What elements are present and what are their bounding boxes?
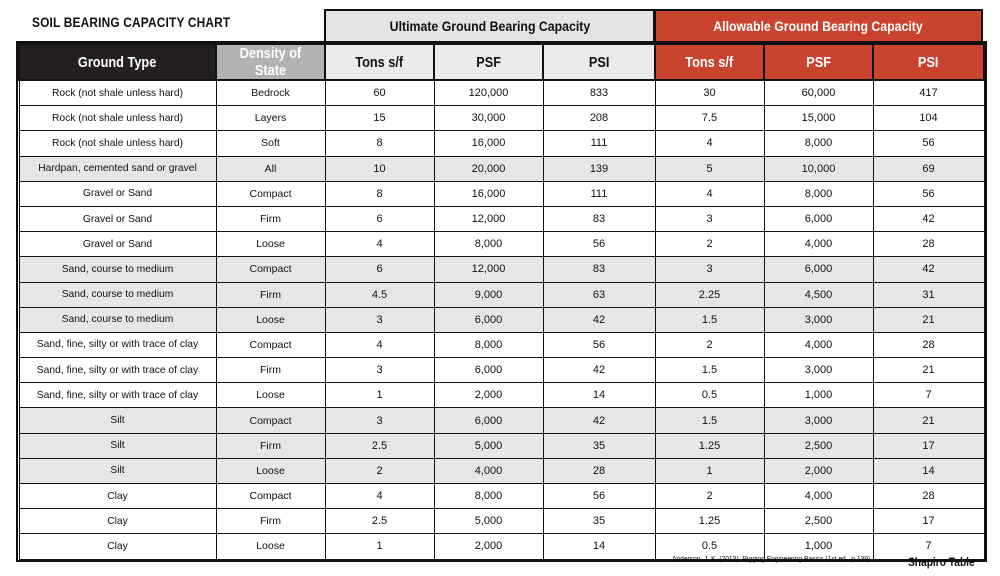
cell-allowable-psi: 42: [873, 206, 984, 231]
cell-allowable-psi: 14: [873, 458, 984, 483]
header-allowable-tons: Tons s/f: [655, 44, 764, 80]
cell-ultimate-psf: 5,000: [434, 433, 543, 458]
cell-ultimate-psf: 6,000: [434, 358, 543, 383]
cell-allowable-tons: 4: [655, 181, 764, 206]
table-row: [19, 181, 984, 206]
table-row: [19, 509, 984, 534]
cell-ultimate-tons: 8: [325, 181, 434, 206]
cell-allowable-psf: 3,000: [764, 358, 873, 383]
table-row: [19, 257, 984, 282]
brand-label: Shapiro Table: [908, 555, 975, 569]
cell-allowable-psi: 69: [873, 156, 984, 181]
cell-ultimate-tons: 8: [325, 131, 434, 156]
cell-allowable-psi: 7: [873, 534, 984, 559]
cell-allowable-psi: 7: [873, 383, 984, 408]
cell-ground-type: Clay: [19, 484, 216, 509]
cell-ground-type: Gravel or Sand: [19, 232, 216, 257]
cell-allowable-psi: 21: [873, 307, 984, 332]
cell-ultimate-tons: 2: [325, 458, 434, 483]
cell-allowable-psf: 3,000: [764, 408, 873, 433]
cell-allowable-psf: 6,000: [764, 206, 873, 231]
cell-ground-type: Sand, fine, silty or with trace of clay: [19, 358, 216, 383]
cell-allowable-psf: 15,000: [764, 106, 873, 131]
cell-allowable-psf: 1,000: [764, 534, 873, 559]
allowable-capacity-label: Allowable Ground Bearing Capacity: [713, 18, 924, 34]
cell-allowable-psi: 104: [873, 106, 984, 131]
table-row: [19, 131, 984, 156]
cell-allowable-psi: 17: [873, 509, 984, 534]
header-ultimate-tons: Tons s/f: [325, 44, 434, 80]
chart-title: SOIL BEARING CAPACITY CHART: [32, 14, 231, 30]
cell-ultimate-psf: 9,000: [434, 282, 543, 307]
cell-ultimate-psi: 42: [543, 408, 655, 433]
cell-ultimate-psi: 42: [543, 358, 655, 383]
cell-allowable-psi: 28: [873, 232, 984, 257]
cell-allowable-psf: 4,500: [764, 282, 873, 307]
cell-ultimate-tons: 2.5: [325, 509, 434, 534]
cell-allowable-tons: 4: [655, 131, 764, 156]
cell-allowable-psi: 21: [873, 358, 984, 383]
cell-ultimate-psi: 28: [543, 458, 655, 483]
cell-ground-type: Gravel or Sand: [19, 206, 216, 231]
cell-ultimate-tons: 4: [325, 332, 434, 357]
cell-ultimate-psf: 6,000: [434, 408, 543, 433]
header-allowable-psi: PSI: [873, 44, 984, 80]
cell-allowable-psf: 1,000: [764, 383, 873, 408]
cell-allowable-psf: 6,000: [764, 257, 873, 282]
cell-density: All: [216, 156, 325, 181]
cell-allowable-tons: 1.5: [655, 358, 764, 383]
cell-ultimate-tons: 15: [325, 106, 434, 131]
cell-density: Loose: [216, 307, 325, 332]
cell-density: Firm: [216, 433, 325, 458]
table-row: [19, 358, 984, 383]
cell-ultimate-psf: 16,000: [434, 181, 543, 206]
cell-allowable-psf: 4,000: [764, 332, 873, 357]
cell-ultimate-psi: 833: [543, 80, 655, 106]
header-ultimate-psf: PSF: [434, 44, 543, 80]
cell-ultimate-psi: 139: [543, 156, 655, 181]
cell-ultimate-psf: 8,000: [434, 332, 543, 357]
cell-density: Compact: [216, 484, 325, 509]
cell-ultimate-psi: 42: [543, 307, 655, 332]
cell-ultimate-psi: 56: [543, 232, 655, 257]
cell-ultimate-psi: 208: [543, 106, 655, 131]
cell-ground-type: Silt: [19, 408, 216, 433]
cell-ground-type: Clay: [19, 509, 216, 534]
cell-ultimate-tons: 4.5: [325, 282, 434, 307]
cell-ultimate-psi: 63: [543, 282, 655, 307]
cell-density: Loose: [216, 458, 325, 483]
cell-ground-type: Rock (not shale unless hard): [19, 80, 216, 106]
cell-ultimate-psf: 6,000: [434, 307, 543, 332]
cell-ultimate-tons: 3: [325, 307, 434, 332]
cell-density: Bedrock: [216, 80, 325, 106]
cell-density: Firm: [216, 282, 325, 307]
cell-allowable-tons: 2: [655, 332, 764, 357]
cell-allowable-psf: 4,000: [764, 484, 873, 509]
cell-allowable-tons: 0.5: [655, 383, 764, 408]
header-allowable-psf: PSF: [764, 44, 873, 80]
cell-allowable-psi: 56: [873, 181, 984, 206]
cell-ultimate-psi: 14: [543, 534, 655, 559]
cell-ground-type: Rock (not shale unless hard): [19, 106, 216, 131]
soil-bearing-table: [18, 43, 985, 560]
cell-ultimate-psf: 12,000: [434, 206, 543, 231]
cell-ultimate-psf: 5,000: [434, 509, 543, 534]
cell-ultimate-psf: 30,000: [434, 106, 543, 131]
cell-ground-type: Rock (not shale unless hard): [19, 131, 216, 156]
cell-ultimate-psi: 83: [543, 206, 655, 231]
cell-ground-type: Sand, fine, silty or with trace of clay: [19, 383, 216, 408]
cell-ultimate-psi: 56: [543, 332, 655, 357]
cell-density: Soft: [216, 131, 325, 156]
table-row: [19, 206, 984, 231]
cell-ultimate-psf: 20,000: [434, 156, 543, 181]
cell-ultimate-psi: 111: [543, 131, 655, 156]
cell-allowable-psi: 21: [873, 408, 984, 433]
cell-allowable-tons: 2: [655, 232, 764, 257]
cell-ultimate-tons: 1: [325, 383, 434, 408]
cell-ultimate-psi: 83: [543, 257, 655, 282]
cell-ultimate-psi: 35: [543, 509, 655, 534]
table-row: [19, 80, 984, 106]
cell-ultimate-psf: 8,000: [434, 232, 543, 257]
cell-density: Firm: [216, 358, 325, 383]
header-row: [19, 44, 984, 80]
cell-allowable-psf: 60,000: [764, 80, 873, 106]
cell-allowable-psf: 3,000: [764, 307, 873, 332]
citation: Anderson, J. K. (2013). Rigging Engineering Basics (1st ed., p.139).: [672, 556, 872, 563]
cell-allowable-psf: 2,000: [764, 458, 873, 483]
table-row: [19, 282, 984, 307]
header-ground-type: Ground Type: [19, 44, 216, 80]
cell-ground-type: Gravel or Sand: [19, 181, 216, 206]
cell-ultimate-tons: 6: [325, 206, 434, 231]
table-row: [19, 307, 984, 332]
cell-ultimate-psf: 12,000: [434, 257, 543, 282]
cell-allowable-psi: 42: [873, 257, 984, 282]
cell-density: Loose: [216, 232, 325, 257]
cell-density: Layers: [216, 106, 325, 131]
table-body: [19, 80, 984, 559]
cell-ultimate-psf: 2,000: [434, 383, 543, 408]
cell-allowable-tons: 2.25: [655, 282, 764, 307]
cell-ultimate-psi: 14: [543, 383, 655, 408]
cell-ultimate-psf: 8,000: [434, 484, 543, 509]
cell-ultimate-tons: 6: [325, 257, 434, 282]
table-row: [19, 332, 984, 357]
cell-ultimate-tons: 3: [325, 408, 434, 433]
cell-ultimate-tons: 3: [325, 358, 434, 383]
cell-ultimate-psf: 4,000: [434, 458, 543, 483]
cell-ultimate-psf: 2,000: [434, 534, 543, 559]
cell-allowable-tons: 1: [655, 458, 764, 483]
cell-allowable-psf: 2,500: [764, 509, 873, 534]
cell-allowable-psi: 28: [873, 332, 984, 357]
cell-density: Firm: [216, 509, 325, 534]
cell-allowable-tons: 7.5: [655, 106, 764, 131]
cell-allowable-tons: 2: [655, 484, 764, 509]
cell-ultimate-tons: 2.5: [325, 433, 434, 458]
cell-ground-type: Sand, course to medium: [19, 257, 216, 282]
table-row: [19, 383, 984, 408]
cell-density: Loose: [216, 534, 325, 559]
table-row: [19, 232, 984, 257]
cell-ultimate-tons: 60: [325, 80, 434, 106]
cell-ultimate-tons: 4: [325, 232, 434, 257]
cell-ground-type: Sand, fine, silty or with trace of clay: [19, 332, 216, 357]
cell-ultimate-psf: 120,000: [434, 80, 543, 106]
table-row: [19, 484, 984, 509]
cell-allowable-psi: 417: [873, 80, 984, 106]
cell-ultimate-tons: 10: [325, 156, 434, 181]
cell-ultimate-psf: 16,000: [434, 131, 543, 156]
cell-density: Compact: [216, 181, 325, 206]
table-row: [19, 408, 984, 433]
cell-allowable-tons: 1.5: [655, 307, 764, 332]
cell-allowable-psi: 28: [873, 484, 984, 509]
cell-ground-type: Hardpan, cemented sand or gravel: [19, 156, 216, 181]
cell-ultimate-psi: 35: [543, 433, 655, 458]
cell-density: Compact: [216, 332, 325, 357]
cell-allowable-psf: 8,000: [764, 131, 873, 156]
cell-allowable-tons: 5: [655, 156, 764, 181]
header-density: Density of State: [216, 44, 325, 80]
cell-allowable-tons: 1.25: [655, 433, 764, 458]
cell-ultimate-psi: 111: [543, 181, 655, 206]
cell-density: Compact: [216, 257, 325, 282]
cell-allowable-psi: 31: [873, 282, 984, 307]
table-row: [19, 156, 984, 181]
ultimate-capacity-group-header: [324, 9, 655, 43]
cell-ground-type: Silt: [19, 458, 216, 483]
cell-allowable-psi: 17: [873, 433, 984, 458]
cell-ultimate-tons: 1: [325, 534, 434, 559]
cell-ground-type: Sand, course to medium: [19, 282, 216, 307]
cell-allowable-tons: 1.25: [655, 509, 764, 534]
cell-allowable-tons: 30: [655, 80, 764, 106]
cell-ultimate-tons: 4: [325, 484, 434, 509]
header-ultimate-psi: PSI: [543, 44, 655, 80]
ultimate-capacity-label: Ultimate Ground Bearing Capacity: [389, 18, 590, 34]
table-row: [19, 433, 984, 458]
cell-density: Loose: [216, 383, 325, 408]
cell-allowable-tons: 1.5: [655, 408, 764, 433]
cell-allowable-psf: 10,000: [764, 156, 873, 181]
allowable-capacity-group-header: [654, 9, 983, 43]
cell-ground-type: Sand, course to medium: [19, 307, 216, 332]
cell-allowable-psi: 56: [873, 131, 984, 156]
cell-ground-type: Clay: [19, 534, 216, 559]
table-row: [19, 458, 984, 483]
cell-allowable-psf: 4,000: [764, 232, 873, 257]
table-row: [19, 106, 984, 131]
cell-density: Firm: [216, 206, 325, 231]
cell-allowable-tons: 3: [655, 206, 764, 231]
cell-ground-type: Silt: [19, 433, 216, 458]
cell-allowable-psf: 2,500: [764, 433, 873, 458]
cell-density: Compact: [216, 408, 325, 433]
cell-allowable-tons: 0.5: [655, 534, 764, 559]
cell-allowable-psf: 8,000: [764, 181, 873, 206]
cell-allowable-tons: 3: [655, 257, 764, 282]
cell-ultimate-psi: 56: [543, 484, 655, 509]
